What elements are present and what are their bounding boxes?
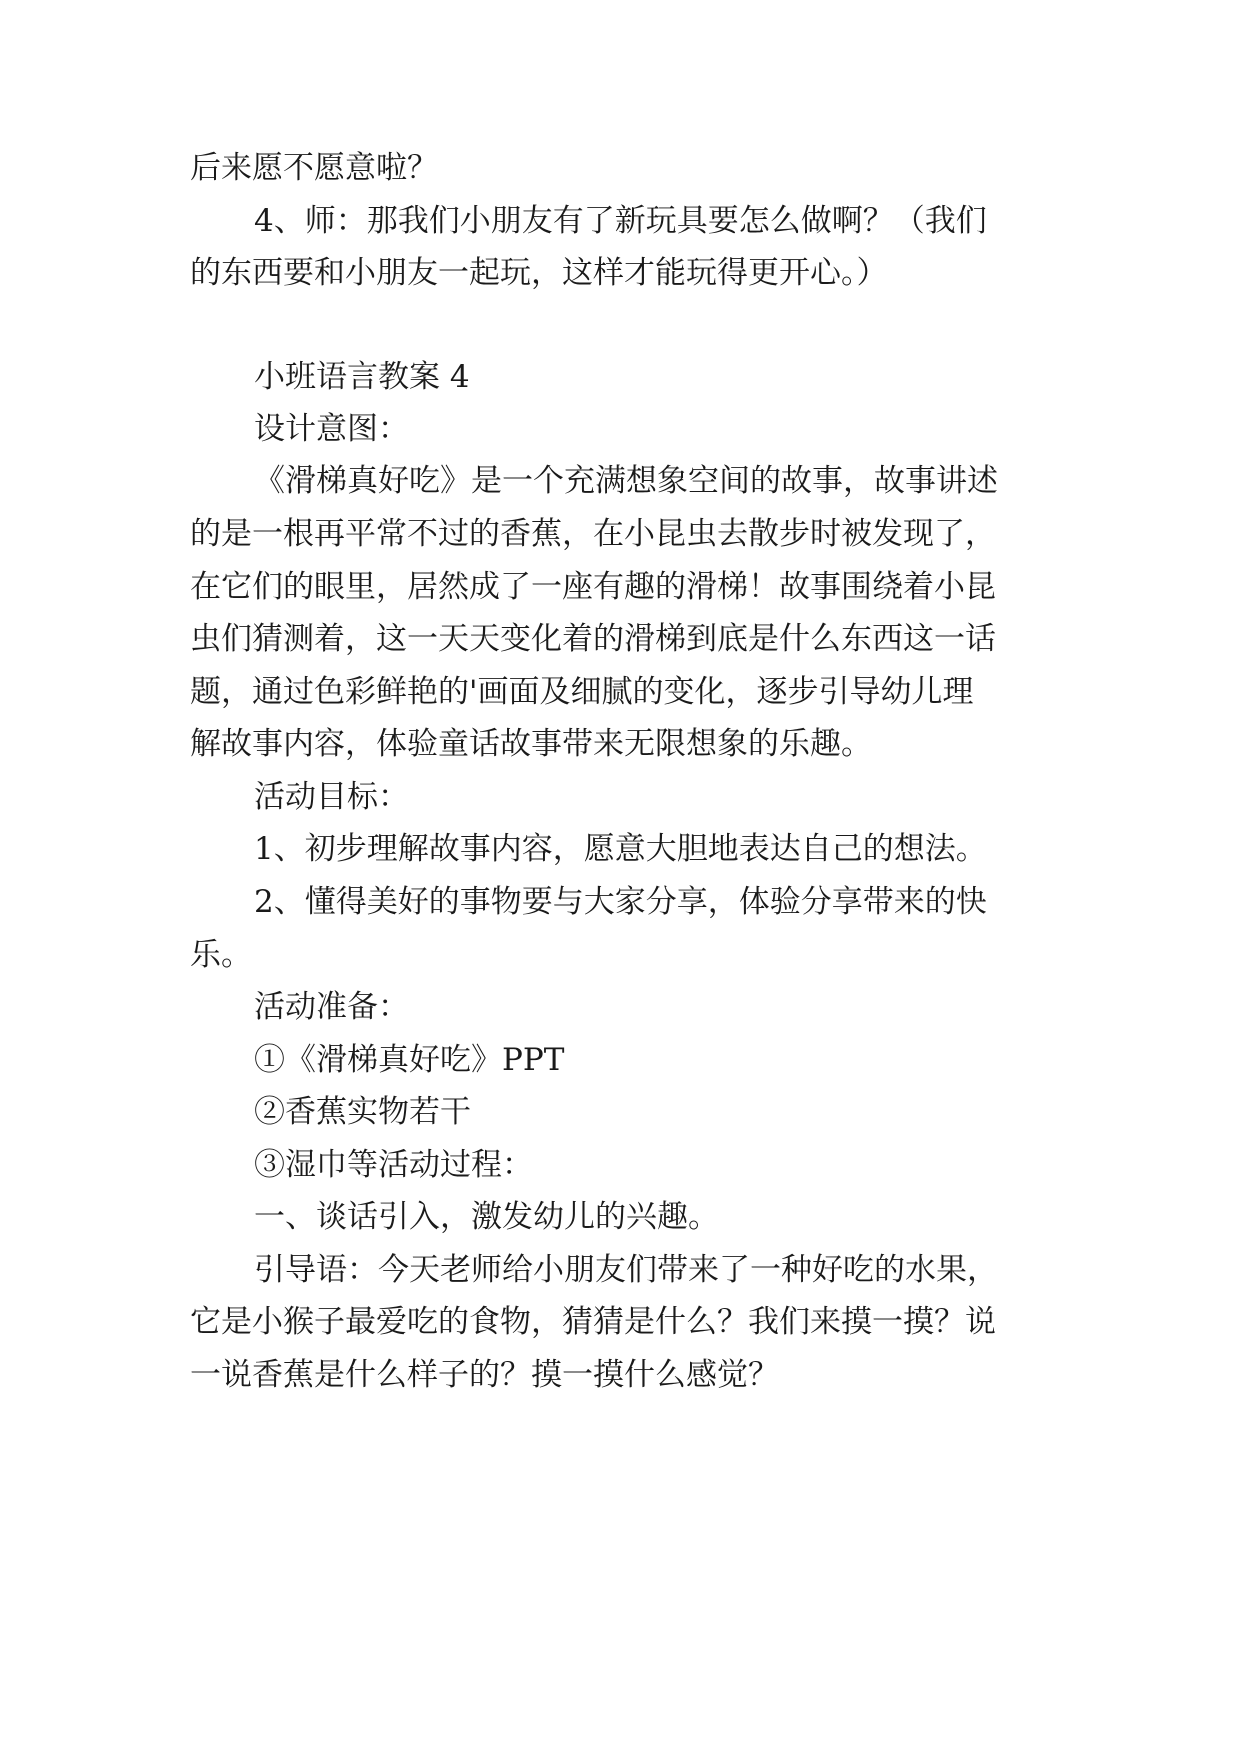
text-line: 的是一根再平常不过的香蕉，在小昆虫去散步时被发现了， bbox=[190, 516, 996, 552]
section-heading: 活动准备： bbox=[254, 989, 409, 1025]
text-line: 后来愿不愿意啦？ bbox=[190, 150, 438, 186]
text-line: 在它们的眼里，居然成了一座有趣的滑梯！故事围绕着小昆 bbox=[190, 569, 996, 605]
text-line: 引导语：今天老师给小朋友们带来了一种好吃的水果， bbox=[254, 1252, 998, 1288]
text-line: 乐。 bbox=[190, 937, 252, 973]
list-item: 2、懂得美好的事物要与大家分享，体验分享带来的快 bbox=[254, 884, 987, 920]
list-item: ①《滑梯真好吃》PPT bbox=[254, 1042, 565, 1078]
list-item: ③湿巾等活动过程： bbox=[254, 1147, 533, 1183]
section-heading: 设计意图： bbox=[254, 411, 409, 447]
list-item: 1、初步理解故事内容，愿意大胆地表达自己的想法。 bbox=[254, 831, 987, 867]
text-line: 的东西要和小朋友一起玩，这样才能玩得更开心。） bbox=[190, 255, 888, 291]
text-line: 4、师：那我们小朋友有了新玩具要怎么做啊？（我们 bbox=[254, 203, 987, 239]
text-line: 解故事内容，体验童话故事带来无限想象的乐趣。 bbox=[190, 726, 872, 762]
text-line: 一说香蕉是什么样子的？摸一摸什么感觉？ bbox=[190, 1357, 779, 1393]
section-heading: 活动目标： bbox=[254, 779, 409, 815]
text-line: 题，通过色彩鲜艳的'画面及细腻的变化，逐步引导幼儿理 bbox=[190, 674, 974, 710]
text-line: 《滑梯真好吃》是一个充满想象空间的故事，故事讲述 bbox=[254, 463, 998, 499]
section-heading: 一、谈话引入，激发幼儿的兴趣。 bbox=[254, 1199, 719, 1235]
text-line: 虫们猜测着，这一天天变化着的滑梯到底是什么东西这一话 bbox=[190, 621, 996, 657]
list-item: ②香蕉实物若干 bbox=[254, 1094, 471, 1130]
text-line: 它是小猴子最爱吃的食物，猜猜是什么？我们来摸一摸？说 bbox=[190, 1304, 996, 1340]
section-title: 小班语言教案 4 bbox=[254, 359, 470, 395]
